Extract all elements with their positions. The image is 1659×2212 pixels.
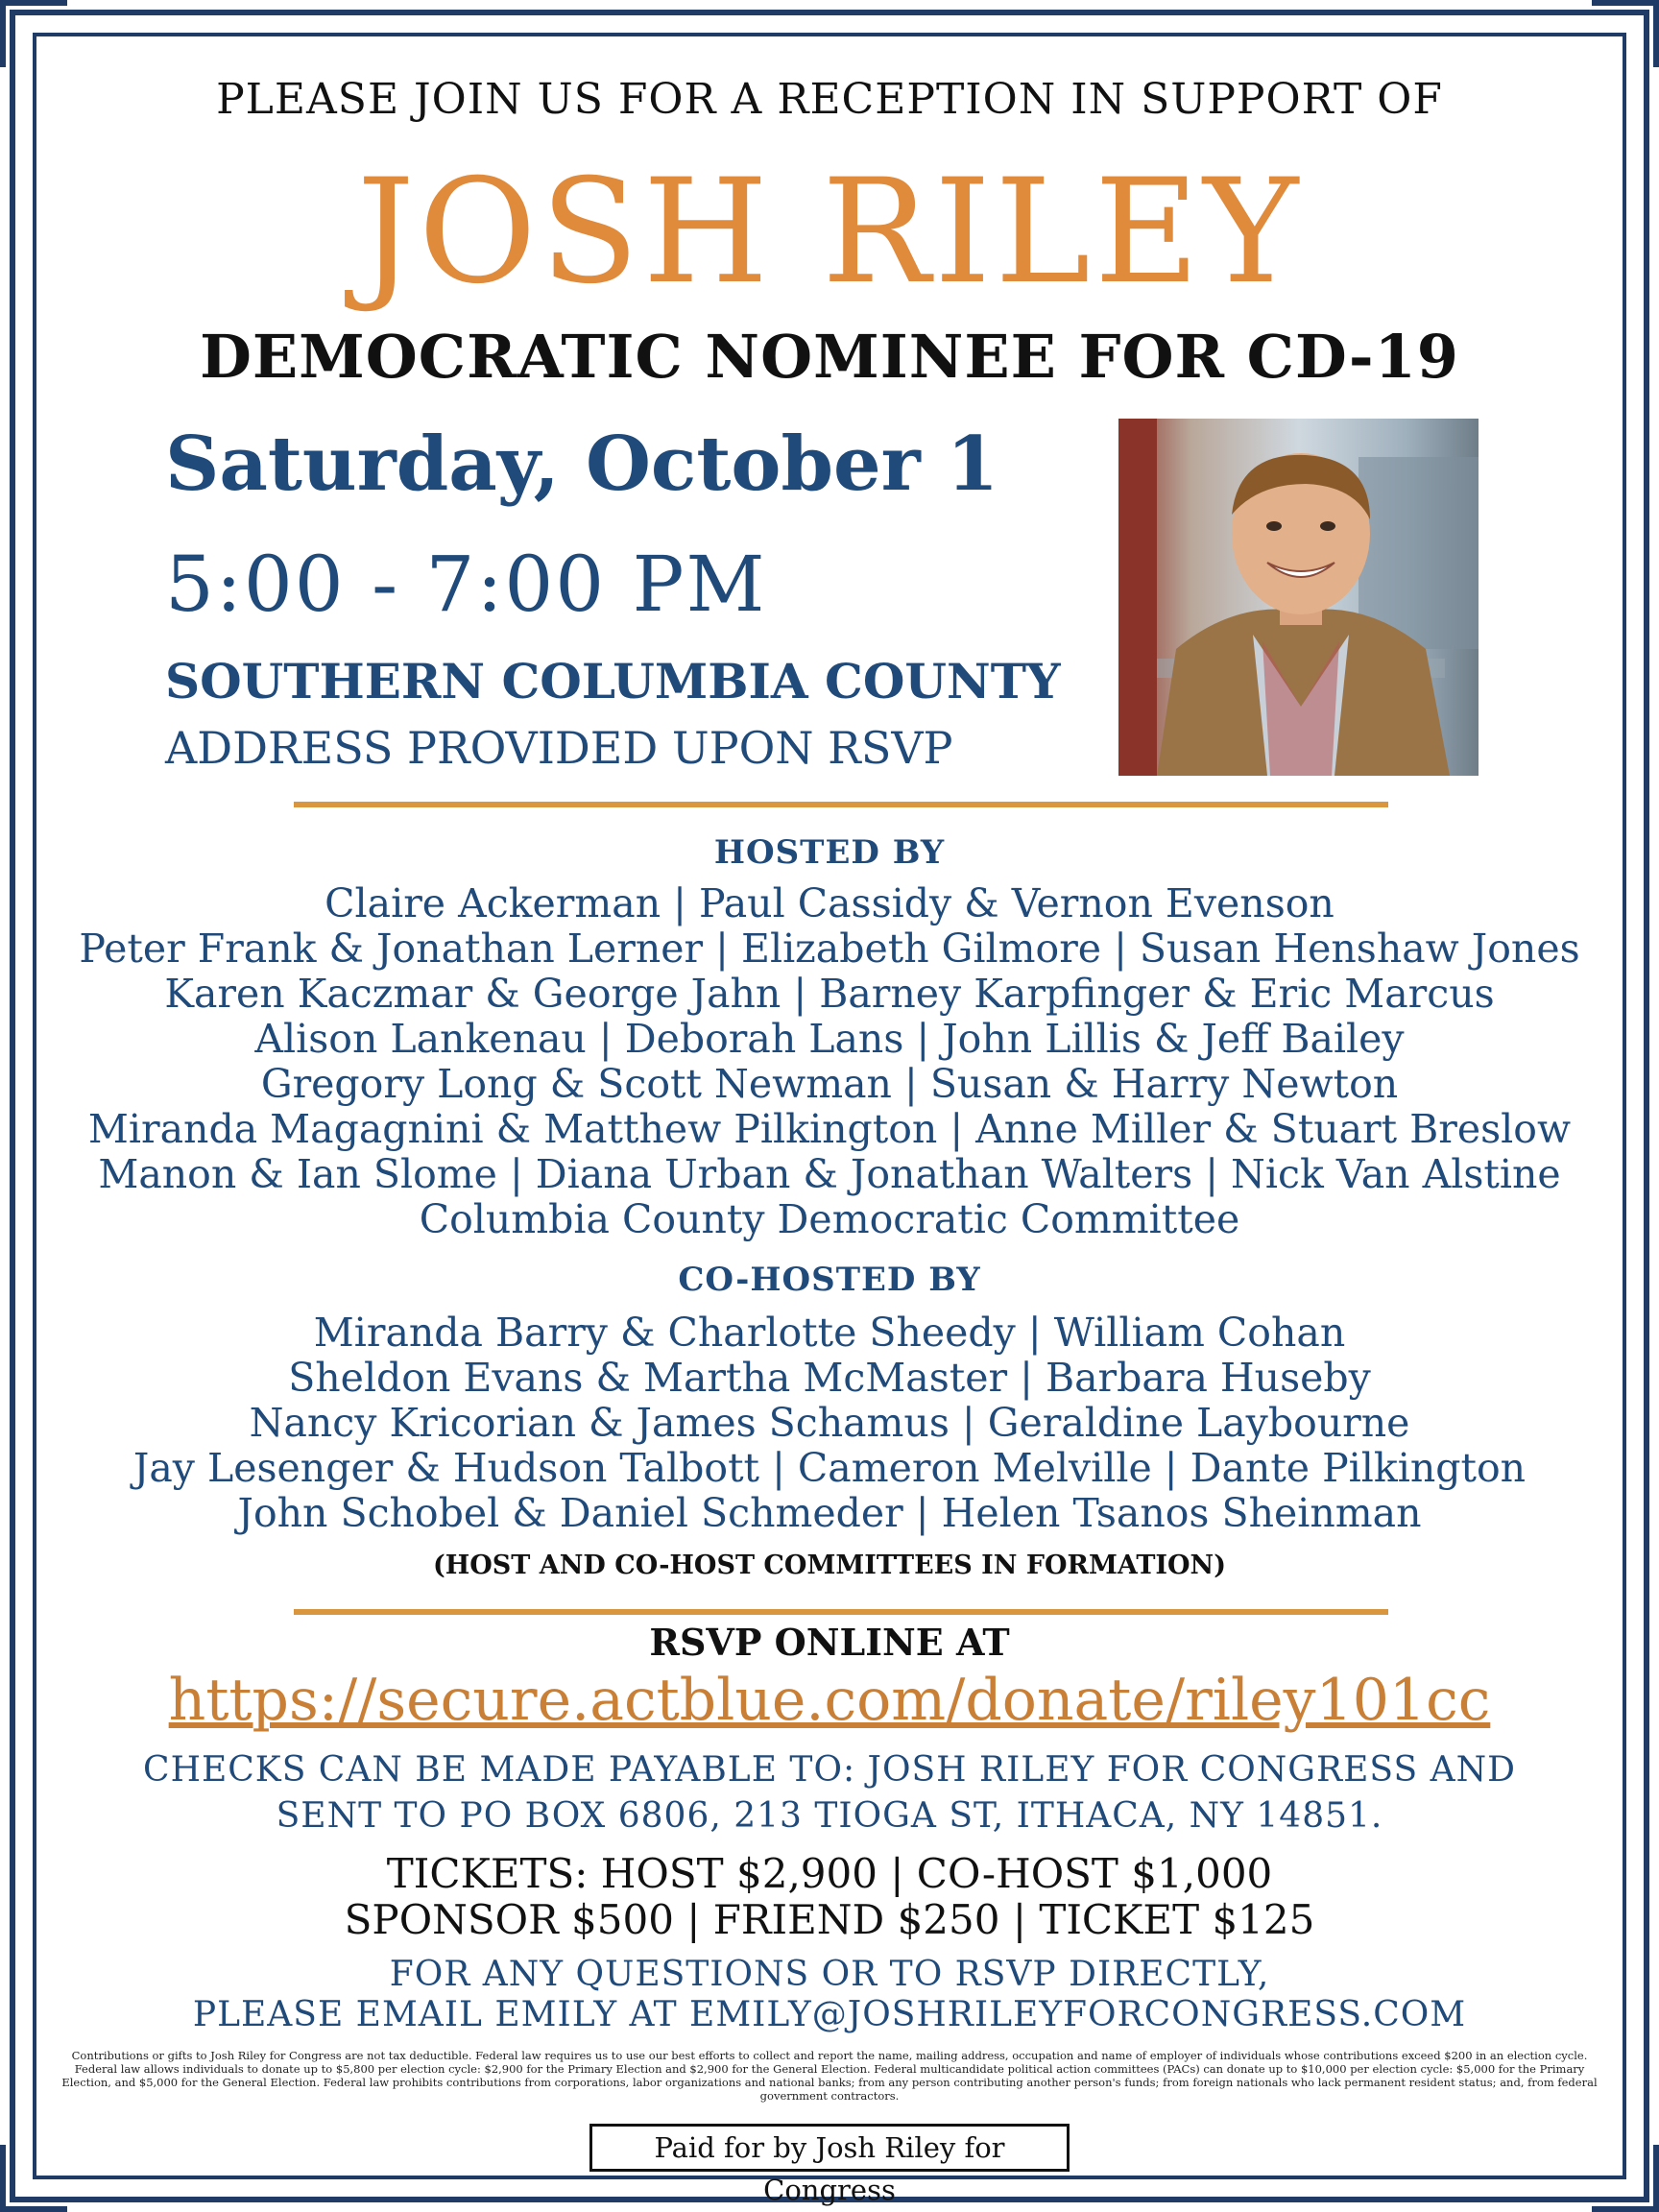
checks-info (0, 1747, 1659, 1839)
host-line: Karen Kaczmar & George Jahn | Barney Karpfinger & Eric Marcus (164, 971, 1495, 1017)
corner-ornament (1592, 2145, 1659, 2212)
cohost-line: Jay Lesenger & Hudson Talbott | Cameron Melville | Dante Pilkington (132, 1445, 1527, 1491)
address-note: ADDRESS PROVIDED UPON RSVP (165, 722, 953, 774)
host-line: Claire Ackerman | Paul Cassidy & Vernon Evenson (325, 880, 1334, 926)
host-line: Peter Frank & Jonathan Lerner | Elizabeth Gilmore | Susan Henshaw Jones (79, 926, 1580, 972)
hosted-by-heading: HOSTED BY (713, 833, 946, 872)
event-location: SOUTHERN COLUMBIA COUNTY (165, 653, 1061, 709)
cohosted-by-list (0, 1310, 1659, 1536)
host-line: Alison Lankenau | Deborah Lans | John Lillis & Jeff Bailey (254, 1016, 1405, 1062)
corner-ornament (0, 0, 67, 67)
hosted-by-list (0, 881, 1659, 1242)
event-date: Saturday, October 1 (165, 421, 999, 508)
committee-formation-note: (HOST AND CO-HOST COMMITTEES IN FORMATION) (432, 1551, 1227, 1580)
host-line: Miranda Magagnini & Matthew Pilkington | Anne Miller & Stuart Breslow (87, 1106, 1572, 1152)
intro-line: PLEASE JOIN US FOR A RECEPTION IN SUPPORT OF (216, 75, 1443, 124)
paid-for-box: Paid for by Josh Riley for Congress (589, 2124, 1070, 2172)
questions-contact (0, 1955, 1659, 2035)
tickets-line: TICKETS: HOST $2,900 | CO-HOST $1,000 (386, 1850, 1273, 1897)
host-line: Gregory Long & Scott Newman | Susan & Harry Newton (260, 1061, 1399, 1107)
nominee-line: DEMOCRATIC NOMINEE FOR CD-19 (200, 322, 1459, 392)
ticket-prices (0, 1851, 1659, 1943)
rsvp-link[interactable]: https://secure.actblue.com/donate/riley101cc (168, 1667, 1491, 1734)
divider-rule (294, 802, 1388, 807)
tickets-line: SPONSOR $500 | FRIEND $250 | TICKET $125 (344, 1896, 1315, 1943)
cohost-line: Miranda Barry & Charlotte Sheedy | William Cohan (313, 1310, 1346, 1356)
host-line: Manon & Ian Slome | Diana Urban & Jonathan Walters | Nick Van Alstine (98, 1151, 1561, 1197)
corner-ornament (0, 2145, 67, 2212)
host-line: Columbia County Democratic Committee (419, 1196, 1240, 1242)
cohost-line: Nancy Kricorian & James Schamus | Geraldine Laybourne (249, 1400, 1410, 1446)
questions-email-line[interactable]: PLEASE EMAIL EMILY AT EMILY@JOSHRILEYFORCONGRESS.COM (192, 1995, 1467, 2034)
candidate-portrait-icon (1118, 419, 1479, 776)
corner-ornament (1592, 0, 1659, 67)
cohosted-by-heading: CO-HOSTED BY (678, 1261, 981, 1299)
checks-line: CHECKS CAN BE MADE PAYABLE TO: JOSH RILEY FOR CONGRESS AND (143, 1750, 1516, 1790)
divider-rule (294, 1609, 1388, 1615)
questions-line: FOR ANY QUESTIONS OR TO RSVP DIRECTLY, (389, 1955, 1270, 1994)
cohost-line: John Schobel & Daniel Schmeder | Helen Tsanos Sheinman (237, 1490, 1422, 1536)
legal-disclaimer: Contributions or gifts to Josh Riley for Congress are not tax deductible. Federal law requires us to use our best efforts to collect and report the name, mailing address, occupation and name of employer of individuals whose contributions exceed $200 in an election cycle. Federal law allows individuals to donate up to $5,800 per election cycle: $2,900 for the Primary Election and $2,900 for the General Election. Federal multicandidate political action committees (PACs) can donate up to $10,000 per election cycle: $5,000 for the Primary Election, and $5,000 for the General Election. Federal law prohibits contributions from corporations, labor organizations and national banks; from any person contributing another person's funds; from foreign nationals who lack permanent resident status; and, from federal government contractors. (61, 2049, 1598, 2103)
candidate-photo (1118, 419, 1479, 776)
event-time: 5:00 - 7:00 PM (165, 540, 767, 629)
checks-line: SENT TO PO BOX 6806, 213 TIOGA ST, ITHACA, NY 14851. (276, 1796, 1383, 1836)
rsvp-heading: RSVP ONLINE AT (649, 1621, 1010, 1664)
cohost-line: Sheldon Evans & Martha McMaster | Barbara Huseby (288, 1355, 1371, 1401)
candidate-name: JOSH RILEY (356, 149, 1303, 316)
